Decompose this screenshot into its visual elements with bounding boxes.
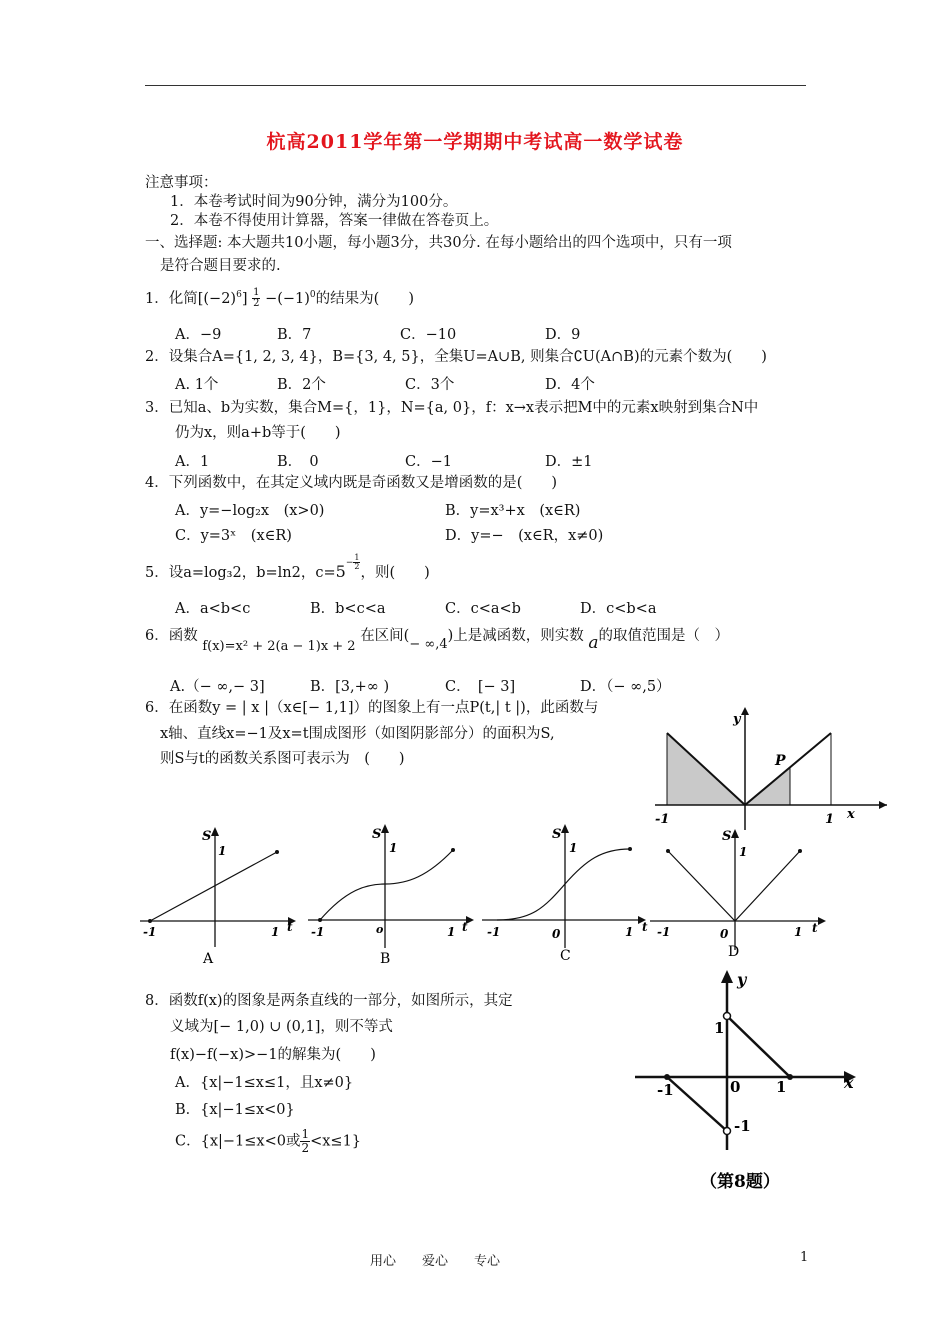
axis-label-s: S [372, 827, 382, 842]
q1-option-b: B．7 [277, 327, 312, 343]
axis-label-x: x [847, 807, 855, 822]
q8-option-a: A．{x|−1≤x≤1，且x≠0} [175, 1075, 354, 1091]
graph-option-d [650, 826, 830, 966]
note-item-1: 1．本卷考试时间为90分钟，满分为100分。 [170, 194, 458, 210]
q4-option-c: C．y=3ˣ (x∈R) [175, 528, 292, 544]
q2-option-d: D．4个 [545, 377, 595, 393]
option-label-c: C [560, 948, 571, 964]
q1-option-a: A．−9 [175, 327, 222, 343]
tick-label: -1 [657, 925, 671, 939]
graph-option-b [308, 820, 478, 970]
question-6b: 6．在函数y = | x |（x∈[− 1,1]）的图象上有一点P(t,| t |)，此函数与 [145, 700, 599, 716]
tick-label: 1 [389, 841, 398, 855]
q6a-option-a: A.（− ∞,− 3] [170, 679, 265, 695]
q3-option-a: A．1 [175, 454, 210, 470]
origin-label: o [376, 923, 384, 936]
q4-option-a: A．y=−log₂x (x>0) [175, 503, 325, 519]
axis-label-t: t [287, 920, 293, 934]
tick-label: -1 [143, 925, 157, 939]
q1-option-d: D．9 [545, 327, 581, 343]
q2-option-b: B．2个 [277, 377, 326, 393]
q2-option-a: A. 1个 [175, 377, 219, 393]
graph-option-a [140, 825, 300, 970]
axis-label-y: y [733, 712, 741, 727]
fraction: $\frac{1}{2}$ [253, 287, 260, 310]
abs-function-figure [655, 705, 895, 835]
tick-label: 1 [776, 1078, 787, 1096]
tick-label: 1 [271, 925, 280, 939]
q5-option-d: D．c<b<a [580, 601, 657, 617]
q5-option-b: B．b<c<a [310, 601, 386, 617]
question-6b-line2: x轴、直线x=−1及x=t围成图形（如图阴影部分）的面积为S, [160, 726, 555, 742]
tick-label: -1 [655, 812, 670, 827]
q3-option-c: C．−1 [405, 454, 452, 470]
q6a-option-d: D．（− ∞,5） [580, 679, 671, 695]
origin-label: 0 [730, 1078, 741, 1096]
q5-option-a: A．a<b<c [175, 601, 251, 617]
axis-label-s: S [722, 829, 732, 844]
q3-option-b: B． 0 [277, 454, 319, 470]
graph-option-c [482, 820, 652, 965]
question-6a: 6．函数 f(x)=x² + 2(a − 1)x + 2 在区间(− ∞,4)上是减函数，则实数 a的取值范围是（ ） [145, 628, 730, 654]
axis-label-s: S [552, 827, 562, 842]
page-number: 1 [800, 1250, 809, 1265]
figure-caption: （第8题） [700, 1172, 780, 1192]
option-label-d: D [728, 944, 740, 960]
notes-heading: 注意事项： [145, 175, 218, 191]
footer-slogan: 用心 爱心 专心 [370, 1254, 501, 1269]
axis-label-s: S [202, 829, 212, 844]
question-3-cont: 仍为x，则a+b等于( ) [175, 425, 341, 441]
tick-label: 1 [714, 1019, 725, 1037]
q2-option-c: C．3个 [405, 377, 455, 393]
origin-label: 0 [552, 927, 561, 941]
question-1: 1．化简$[(-2)^6]$ $\frac{1}{2}$ $-(-1)^0$的结果为( ) [145, 287, 414, 310]
header-rule [145, 85, 806, 86]
tick-label: -1 [734, 1117, 751, 1135]
question-8: 8．函数f(x)的图象是两条直线的一部分，如图所示，其定 [145, 993, 513, 1009]
question-8-line2: 义域为[− 1,0) ∪ (0,1]，则不等式 [170, 1019, 393, 1035]
q4-option-d: D．y=− (x∈R，x≠0) [445, 528, 604, 544]
point-label-p: P [775, 753, 786, 769]
question-4: 4．下列函数中，在其定义域内既是奇函数又是增函数的是( ) [145, 475, 558, 491]
axis-label-y: y [737, 970, 747, 989]
question-3: 3．已知a、b为实数，集合M={，1}，N={a, 0}，f：x→x表示把M中的元素x映射到集合N中 [145, 400, 759, 416]
figure-8 [630, 965, 870, 1195]
q5-option-c: C．c<a<b [445, 601, 521, 617]
option-label-b: B [380, 951, 391, 967]
section-heading-cont: 是符合题目要求的. [160, 258, 281, 274]
axis-label-t: t [642, 920, 648, 934]
q3-option-d: D．±1 [545, 454, 593, 470]
q6a-option-c: C． [− 3] [445, 679, 516, 695]
tick-label: -1 [311, 925, 325, 939]
question-2: 2．设集合A={1, 2, 3, 4}，B={3, 4, 5}，全集U=A∪B, 则集合∁U(A∩B)的元素个数为( ) [145, 349, 767, 365]
tick-label: 1 [825, 812, 835, 827]
note-item-2: 2．本卷不得使用计算器，答案一律做在答卷页上。 [170, 213, 499, 229]
tick-label: -1 [657, 1081, 674, 1099]
q8-option-b: B．{x|−1≤x<0} [175, 1102, 295, 1118]
function-expression: f(x)=x² + 2(a − 1)x + 2 [202, 639, 356, 654]
q8-option-c: C．{x|−1≤x<0或 $\frac{1}{2}$ <x≤1} [175, 1127, 362, 1155]
tick-label: 1 [794, 925, 803, 939]
tick-label: 1 [218, 844, 227, 858]
q4-option-b: B．y=x³+x (x∈R) [445, 503, 581, 519]
q1-option-c: C．−10 [400, 327, 457, 343]
axis-label-t: t [462, 920, 468, 934]
page-title: 杭高2011学年第一学期期中考试高一数学试卷 [266, 131, 684, 153]
tick-label: 1 [447, 925, 456, 939]
question-6b-line3: 则S与t的函数关系图可表示为 ( ) [160, 751, 405, 767]
question-8-line3: f(x)−f(−x)>−1的解集为( ) [170, 1047, 376, 1063]
section-heading: 一、选择题: 本大题共10小题，每小题3分，共30分. 在每小题给出的四个选项中，只有一项 [145, 235, 732, 251]
tick-label: -1 [487, 925, 501, 939]
q6a-option-b: B．[3,+∞ ) [310, 679, 390, 695]
origin-label: 0 [720, 927, 729, 941]
question-5: 5．设a=log₃2，b=ln2，$c=5^{- \frac{1}{2}}$ ，则( ) [145, 553, 430, 581]
axis-label-t: t [812, 921, 818, 935]
tick-label: 1 [739, 845, 748, 859]
tick-label: 1 [625, 925, 634, 939]
axis-label-x: x [844, 1073, 854, 1092]
tick-label: 1 [569, 841, 578, 855]
option-label-a: A [203, 951, 214, 967]
